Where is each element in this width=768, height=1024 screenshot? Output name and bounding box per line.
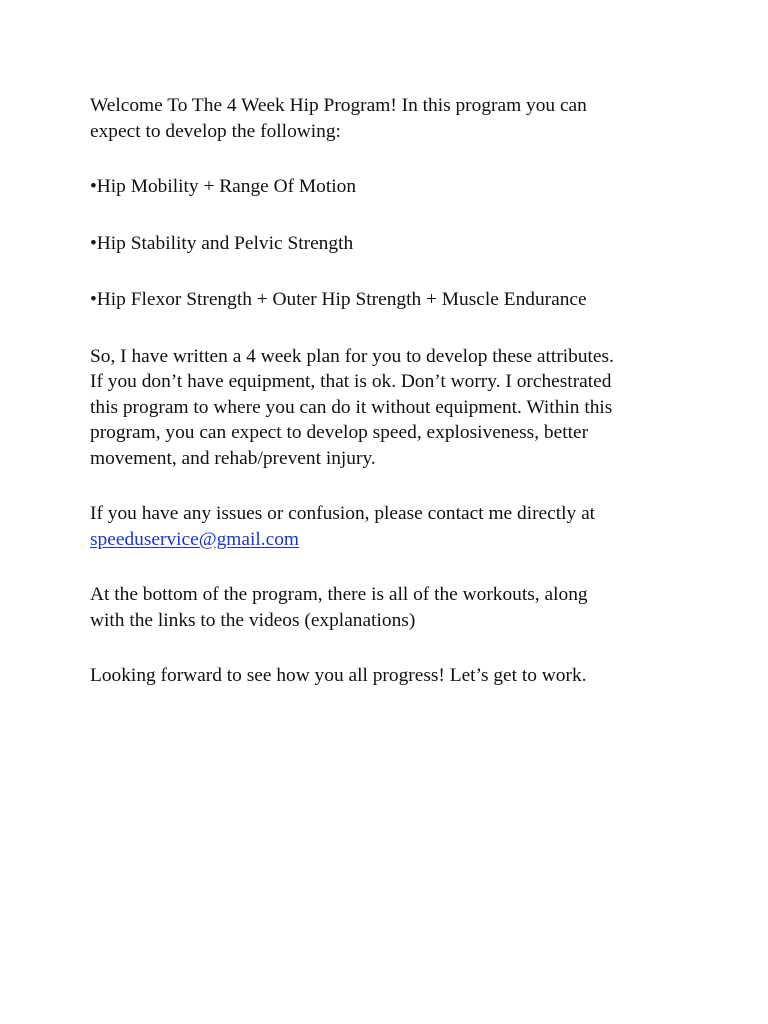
plan-line-4: program, you can expect to develop speed, explosiveness, better bbox=[90, 422, 589, 443]
plan-paragraph bbox=[90, 344, 690, 472]
bottom-paragraph bbox=[90, 582, 690, 633]
intro-line-1: Welcome To The 4 Week Hip Program! In this program you can bbox=[90, 95, 587, 116]
contact-paragraph bbox=[90, 501, 690, 552]
plan-line-1: So, I have written a 4 week plan for you to develop these attributes. bbox=[90, 345, 614, 367]
intro-line-2: expect to develop the following: bbox=[90, 120, 341, 142]
bottom-line-2: with the links to the videos (explanations) bbox=[90, 609, 416, 631]
plan-line-3: this program to where you can do it without equipment. Within this bbox=[90, 396, 613, 418]
contact-email-link[interactable]: speeduservice@gmail.com bbox=[90, 528, 299, 550]
bullet-hip-mobility: •Hip Mobility + Range Of Motion bbox=[90, 176, 357, 197]
plan-line-5: movement, and rehab/prevent injury. bbox=[90, 447, 376, 469]
bullet-hip-stability: •Hip Stability and Pelvic Strength bbox=[90, 232, 354, 254]
contact-text: If you have any issues or confusion, please contact me directly at bbox=[90, 503, 596, 524]
intro-paragraph bbox=[90, 93, 690, 144]
document-body bbox=[90, 93, 690, 719]
plan-line-2: If you don’t have equipment, that is ok. Don’t worry. I orchestrated bbox=[90, 371, 612, 392]
contact-email-line bbox=[90, 527, 690, 553]
bottom-line-1: At the bottom of the program, there is all of the workouts, along bbox=[90, 584, 588, 605]
closing-paragraph: Looking forward to see how you all progress! Let’s get to work. bbox=[90, 665, 587, 686]
bullet-hip-flexor-strength: •Hip Flexor Strength + Outer Hip Strength + Muscle Endurance bbox=[90, 289, 587, 310]
